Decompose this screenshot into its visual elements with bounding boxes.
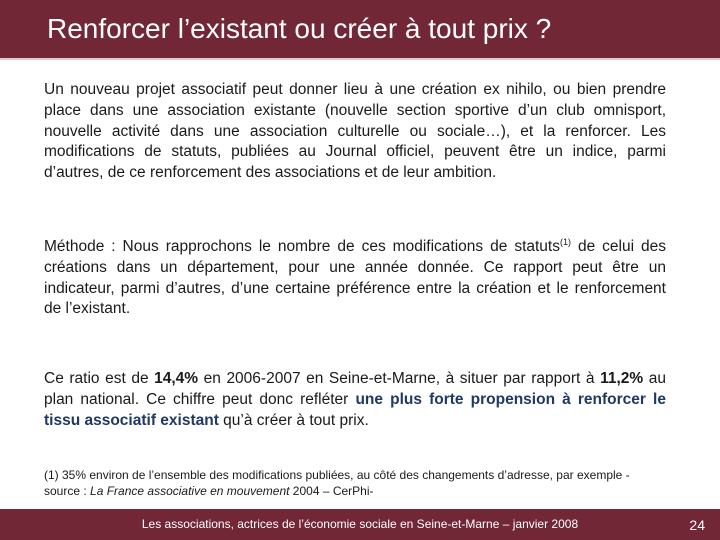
paragraph-methode bbox=[44, 237, 666, 320]
slide-title: Renforcer l’existant ou créer à tout prix ? bbox=[47, 13, 552, 44]
methode-text-start: Méthode : Nous rapprochons le nombre de ces modifications de statuts bbox=[44, 238, 560, 255]
footer-bar bbox=[0, 509, 720, 540]
footnote-text-end: 2004 – CerPhi- bbox=[289, 484, 374, 498]
page-number: 24 bbox=[689, 517, 705, 533]
ratio-text-4: qu’à créer à tout prix. bbox=[218, 411, 369, 429]
footnote-text-start: (1) 35% environ de l’ensemble des modifications publiées, au côté des changements d’adresse, par exemple - source : bbox=[44, 468, 630, 498]
methode-text-end: de celui des créations dans un département, pour une année donnée. Ce rapport peut être un indicateur, parmi d’autres, d’une certaine préférence entre la création et le renforcement de l’existant. bbox=[44, 238, 666, 318]
title-bar bbox=[0, 0, 720, 60]
footnote-source-title: La France associative en mouvement bbox=[90, 484, 290, 498]
footnote bbox=[44, 467, 668, 499]
ratio-text-3: au plan national. Ce chiffre peut donc refléter bbox=[44, 370, 666, 408]
paragraph-ratio bbox=[44, 369, 666, 431]
footnote-reference: (1) bbox=[559, 237, 571, 247]
ratio-emphasis: une plus forte propension à renforcer le tissu associatif existant bbox=[44, 390, 666, 429]
ratio-text-1: Ce ratio est de bbox=[44, 370, 155, 387]
footer-caption: Les associations, actrices de l’économie sociale en Seine-et-Marne – janvier 2008 bbox=[141, 517, 579, 531]
ratio-value-national: 11,2% bbox=[600, 370, 644, 387]
paragraph-intro: Un nouveau projet associatif peut donner lieu à une création ex nihilo, ou bien prendre place dans une association existante (nouvelle section sportive d’un club omnisport, nouvelle activité dans une association culturelle ou sociale…), et la renforcer. Les modifications de statuts, publiées au Journal officiel, peuvent être un indice, parmi d’autres, de ce renforcement des associations et de leur ambition. bbox=[44, 81, 666, 182]
ratio-value-local: 14,4% bbox=[154, 370, 199, 387]
ratio-text-2: en 2006-2007 en Seine-et-Marne, à situer par rapport à bbox=[198, 370, 601, 387]
